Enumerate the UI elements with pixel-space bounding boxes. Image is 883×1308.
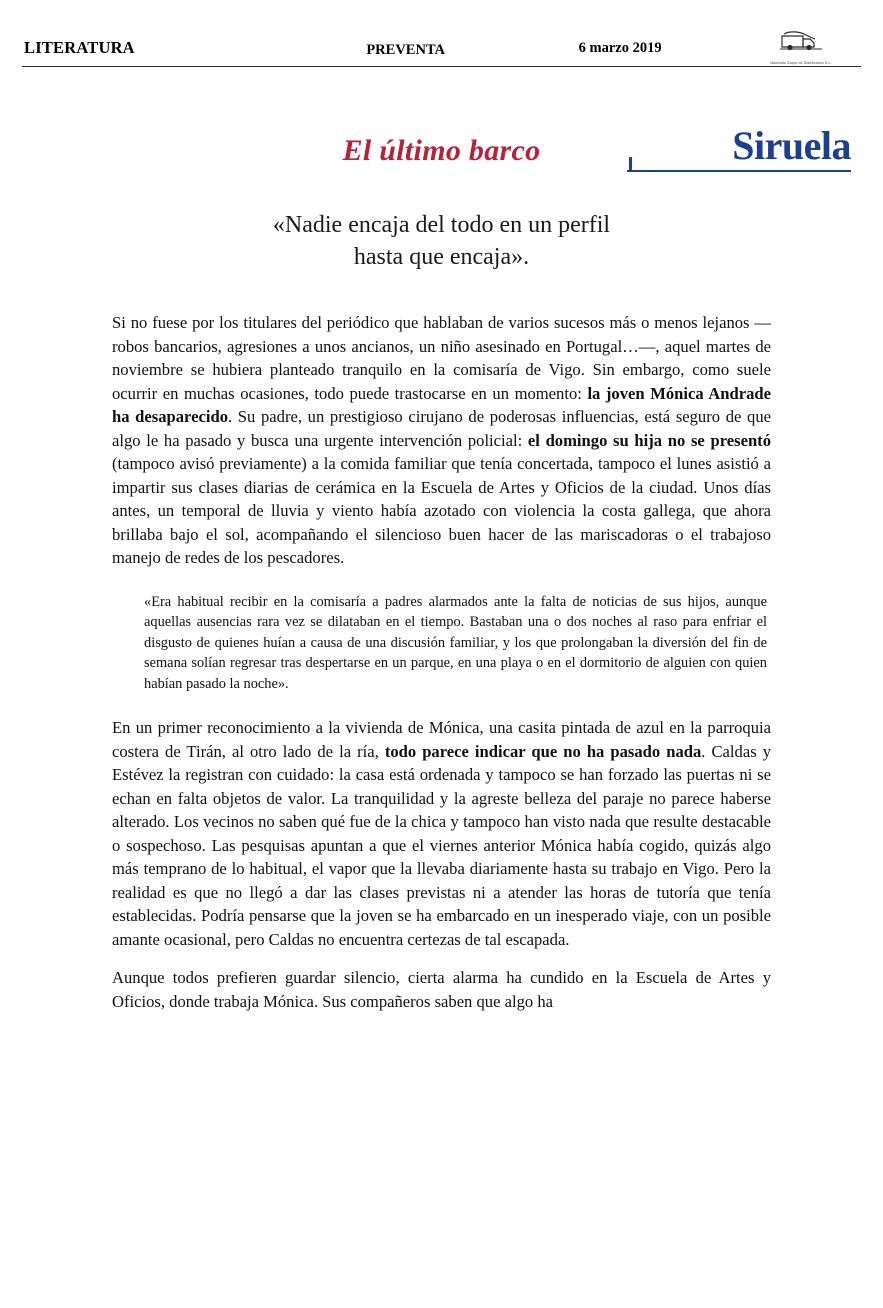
book-title: El último barco xyxy=(342,134,541,167)
publisher-tick xyxy=(629,157,632,170)
paragraph-1-part-a: Si no fuese por los titulares del periódico que hablaban de varios sucesos más o menos lejanos —robos bancarios, agresiones a unos ancianos, un niño asesinado en Portugal…—, aquel martes de noviembre se hubiera planteado tranquilo en la comisaría de Vigo. Sin embargo, como suele ocurrir en muchas ocasiones, todo puede trastocarse en un momento: xyxy=(112,313,771,403)
truck-icon xyxy=(779,30,823,52)
distributor-logo xyxy=(741,28,861,69)
publisher-underline xyxy=(627,170,851,172)
distributor-caption: Machado Grupo de Distribución S.L. xyxy=(770,61,832,65)
header-divider xyxy=(22,66,861,67)
paragraph-1-part-c: . Su padre, un prestigioso cirujano de poderosas influencias, está seguro de que algo le ha pasado y busca una urgente intervención policial: xyxy=(112,407,771,450)
machado-logo-mark xyxy=(770,30,831,68)
paragraph-2-bold: todo parece indicar que no ha pasado nada xyxy=(384,741,702,761)
pull-quote xyxy=(144,592,767,695)
paragraph-1-bold-2: el domingo su hija no se presentó xyxy=(527,430,771,450)
epigraph xyxy=(122,210,762,273)
paragraph-1-part-d: (tampoco avisó previamente) a la comida familiar que tenía concertada, tampoco el lunes asistió a impartir sus clases diarias de cerámica en la Escuela de Artes y Oficios de la ciudad. Unos días antes, un temporal de lluvia y viento había azotado con violencia la costa gallega, que ahora brillaba bajo el sol, acompañando el silencioso buen hacer de las mariscadoras o el trabajoso manejo de redes de los pescadores. xyxy=(112,454,771,568)
header-row xyxy=(22,28,861,65)
paragraph-1 xyxy=(112,311,771,569)
paragraph-2-part-a: En un primer reconocimiento a la vivienda de Mónica, una casita pintada de azul en la parroquia costera de Tirán, al otro lado de la ría, xyxy=(112,718,771,761)
paragraph-2 xyxy=(112,716,771,951)
pull-quote-text: «Era habitual recibir en la comisaría a padres alarmados ante la falta de noticias de sus hijos, aunque aquellas ausencias rara vez se dilataban en el tiempo. Bastaban una o dos noches al raso para enfriar el disgusto de quienes huían a causa de una discusión familiar, y los que prolongaban la diversión del fin de semana solían regresar tras despertarse en un parque, en una playa o en el dormitorio de alguien con quien habían pasado la noche». xyxy=(144,593,767,692)
header-date: 6 marzo 2019 xyxy=(578,40,662,56)
page-header xyxy=(22,28,861,74)
paragraph-3: Aunque todos prefieren guardar silencio, cierta alarma ha cundido en la Escuela de Artes y Oficios, donde trabaja Mónica. Sus compañeros saben que algo ha xyxy=(112,968,771,1011)
paragraph-2-part-c: . Caldas y Estévez la registran con cuidado: la casa está ordenada y tampoco se han forzado las puertas ni se echan en falta objetos de valor. La tranquilidad y la agreste belleza del paraje no parece haberse alterado. Los vecinos no saben qué fue de la chica y tampoco han visto nada que resulte destacable o sospechoso. Las pesquisas apuntan a que el viernes anterior Mónica había cogido, quizás algo más temprano de lo habitual, el vapor que la llevaba diariamente hasta su trabajo en Vigo. Pero la realidad es que no llegó a dar las clases previstas ni a atender las horas de tutoría que tenía establecidas. Podría pensarse que la joven se ha embarcado en un inesperado viaje, con un posible amante ocasional, pero Caldas no encuentra certezas de tal escapada. xyxy=(112,741,771,949)
paragraph-1-bold-1: la joven Mónica Andrade ha desaparecido xyxy=(112,383,771,427)
body-content xyxy=(112,311,771,1013)
epigraph-line-2: hasta que encaja». xyxy=(353,243,530,270)
publisher-name: Siruela xyxy=(732,123,851,168)
epigraph-line-1: «Nadie encaja del todo en un perfil xyxy=(272,212,611,238)
header-kind-label: PREVENTA xyxy=(366,42,446,58)
header-section-label: LITERATURA xyxy=(24,38,135,57)
document-page xyxy=(0,28,883,1308)
publisher-logo xyxy=(621,124,851,172)
